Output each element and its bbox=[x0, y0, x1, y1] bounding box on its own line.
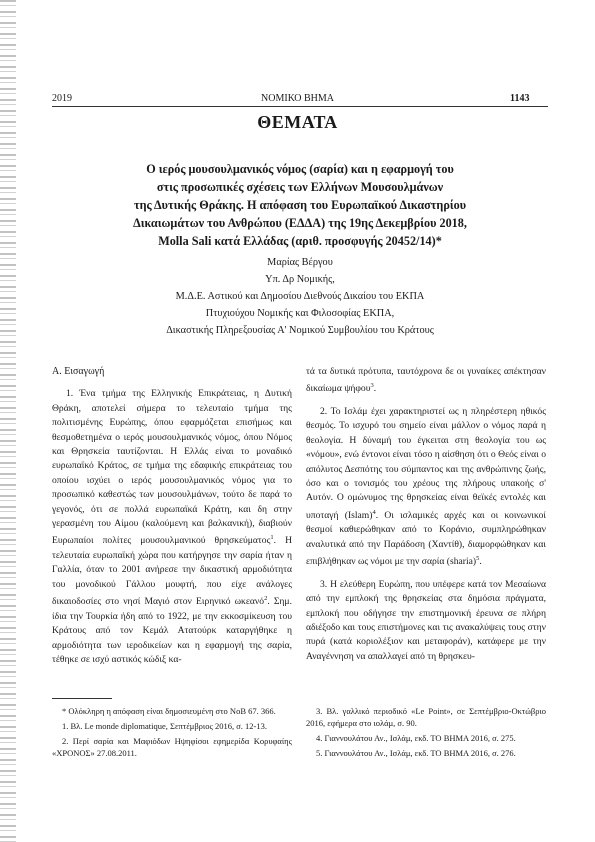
footnote: 1. Βλ. Le monde diplomatique, Σεπτέμβριος 2016, σ. 12-13. bbox=[62, 721, 267, 731]
paragraph-continued bbox=[306, 365, 546, 397]
footnote-ref: 1 bbox=[270, 534, 274, 542]
footnote: 4. Γιαννουλάτου Αν., Ισλάμ, εκδ. ΤΟ ΒΗΜΑ 2016, σ. 275. bbox=[316, 733, 516, 743]
header-journal: ΝΟΜΙΚΟ ΒΗΜΑ bbox=[261, 93, 334, 104]
author-credential: Πτυχιούχου Νομικής και Φιλοσοφίας ΕΚΠΑ, bbox=[205, 308, 395, 319]
footnote-ref: 3 bbox=[370, 382, 374, 390]
paragraph-text: 2. Το Ισλάμ έχει χαρακτηριστεί ως η πληρέστερη ηθικός θεσμός. Το ισχυρό του σημείο είναι μάλλον ο νόμος παρά η θεολογία. Η δύναμή του έγκειται στη θεολογία του ως «νόμου», ενώ έντονοι είναι τόσο η αίσθηση ότι ο Θεός είναι ο απόλυτος Δεσπότης του σύμπαντος και της ανθρώπινης ζωής, όσο και ο τονισμός του χρέους της πλήρους υπακοής σ' Αυτόν. Ο ομώνυμος της θρησκείας είναι θεϊκές εντολές και υποταγή (Islam) bbox=[306, 406, 546, 522]
paragraph-text: 3. Η ελεύθερη Ευρώπη, που υπέφερε κατά τον Μεσαίωνα από την εμπλοκή της θρησκείας στα δημόσια πράγματα, εμπλοκή που οδήγησε την επιστημονική έρευνα σε πλήρη αδιέξοδο και τους επιστήμονες και τις ανακαλύψεις τους στην πυρά (κατά κοριολέξιον και μεταφοράν), κατάφερε με την Αναγέννηση να απαλλαγεί από τη θρησκευ- bbox=[306, 578, 546, 662]
footnote-ref: 5 bbox=[476, 555, 480, 563]
title-line: Δικαιωμάτων του Ανθρώπου (ΕΔΔΑ) της 19ης Δεκεμβρίου 2018, bbox=[133, 216, 467, 230]
paragraph-text: . bbox=[479, 556, 482, 568]
footnote-ref: 4 bbox=[372, 508, 376, 516]
paragraph-text: τά τα δυτικά πρότυπα, ταυτόχρονα δε οι γυναίκες απέκτησαν δικαίωμα ψήφου bbox=[306, 366, 546, 395]
footnote-ref: 2 bbox=[264, 595, 268, 603]
author-credential: Μ.Δ.Ε. Αστικού και Δημοσίου Διεθνούς Δικαίου του ΕΚΠΑ bbox=[175, 291, 425, 302]
paragraph-text: . Οι ισλαμικές αρχές και οι κοινωνικοί θεσμοί καθιερώθηκαν από το Κοράνιο, συμπληρώθηκαν αναλυτικά από την Παράδοση (Χαντίθ), διαμορφώθηκαν και επιβλήθηκαν ως νόμοι με την σαρία (sharia) bbox=[306, 510, 546, 568]
header-year: 2019 bbox=[52, 93, 72, 104]
author-credential: Υπ. Δρ Νομικής, bbox=[265, 274, 335, 285]
footnote: 3. Βλ. γαλλικό περιοδικό «Le Point», σε Σεπτέμβριο-Οκτώβριο 2016, εφήμερα στο ιολάμ, σ. 90. bbox=[306, 706, 546, 728]
title-line: Ο ιερός μουσουλμανικός νόμος (σαρία) και η εφαρμογή του bbox=[146, 162, 454, 176]
header-page-number: 1143 bbox=[510, 93, 530, 104]
paragraph-text: 1. Ένα τμήμα της Ελληνικής Επικράτειας, η Δυτική Θράκη, αποτελεί σήμερα το τελευταίο τμήμα της πολιτισμένης Ευρώπης, όπου εφαρμόζεται επισήμως και θεσμοθετημένα ο ιερός μουσουλμανικός νόμος, όπου Νόμος και Θρησκεία ταυτίζονται. Η Ελλάς είναι το μοναδικό ευρωπαϊκό Κράτος, σε τμήμα της εδαφικής επικράτειας του οποίου ισχύει ο ιερός μουσουλμανικός νόμος για το προσωπικό καθεστώς των μουσουλμάνων, τούτο δε παρά το γεγονός, ότι σε πολλά ευρωπαϊκά Κράτη, και δη στην γερασμένη του Αίμου (καλούμενη και βαλκανική), διαβιούν Ευρωπαίοι πολίτες μουσουλμανικού θρησκεύματος bbox=[52, 388, 292, 547]
author-credential: Δικαστικής Πληρεξουσίας Α' Νομικού Συμβουλίου του Κράτους bbox=[166, 325, 434, 336]
paragraph-1 bbox=[52, 387, 292, 667]
footnotes-left bbox=[52, 705, 292, 762]
author-block bbox=[80, 254, 520, 339]
title-line: Molla Sali κατά Ελλάδας (αριθ. προσφυγής 20452/14)* bbox=[158, 234, 442, 248]
section-title: ΘΕΜΑΤΑ bbox=[257, 112, 338, 132]
footnote: * Ολόκληρη η απόφαση είναι δημοσιευμένη στο ΝοΒ 67. 366. bbox=[62, 706, 276, 716]
title-line: στις προσωπικές σχέσεις των Ελλήνων Μουσουλμάνων bbox=[156, 180, 444, 194]
paragraph-2 bbox=[306, 405, 546, 570]
section-heading: Α. Εισαγωγή bbox=[52, 366, 105, 377]
header-rule bbox=[52, 106, 548, 107]
article-title bbox=[70, 160, 530, 250]
footnote: 2. Περί σαρία και Μαφιόδων Ηψηφίσοι εφημερίδα Κορυφαίης «ΧΡΟΝΟΣ» 27.08.2011. bbox=[52, 736, 292, 758]
footnotes-right bbox=[306, 705, 546, 762]
paragraph-text: . Σημ. ίδια την Τουρκία ήδη από το 1922, με την εκκοσμίκευση του Κράτους από τον Κεμάλ Ατατούρκ καταργήθηκε η αρμοδιότητα των ιεροδικείων και η εφαρμογή της σαρία, τέθηκε σε ισχύ αστικός κώδιξ κα- bbox=[52, 596, 292, 666]
paragraph-3 bbox=[306, 578, 546, 664]
paragraph-text: . Η τελευταία ευρωπαϊκή χώρα που κατήργησε την σαρία ήταν η Γαλλία, όταν το 2001 ανήρεσε την δικαστική αρμοδιότητα του μονοδικού Γάλλου μουφτή, που είχε ανάλογες δικαιοδοσίες στο νησί Μαγιό στον Ειρηνικό ωκεανό bbox=[52, 535, 292, 608]
footnote-rule bbox=[52, 698, 112, 699]
paragraph-text: . bbox=[373, 383, 377, 395]
footnote: 5. Γιαννουλάτου Αν., Ισλάμ, εκδ. ΤΟ ΒΗΜΑ 2016, σ. 276. bbox=[316, 748, 516, 758]
author-name: Μαρίας Βέργου bbox=[267, 257, 333, 268]
body-right-column bbox=[306, 365, 546, 690]
body-left-column bbox=[52, 365, 292, 690]
title-line: της Δυτικής Θράκης. Η απόφαση του Ευρωπαϊκού Δικαστηρίου bbox=[133, 198, 467, 212]
